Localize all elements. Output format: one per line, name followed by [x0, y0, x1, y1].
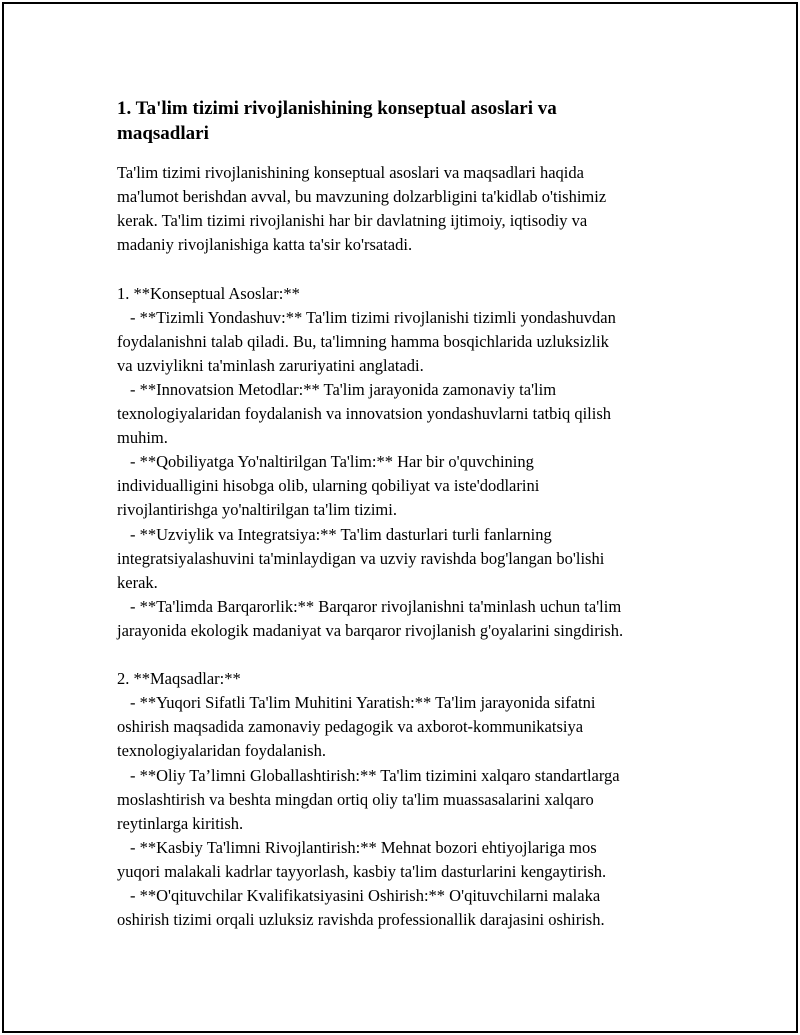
item-line: reytinlarga kiritish. [117, 813, 244, 833]
list-item [117, 450, 757, 522]
item-line: rivojlantirishga yo'naltirilgan ta'lim tizimi. [117, 500, 397, 520]
item-line: moslashtirish va beshta mingdan ortiq oliy ta'lim muassasalarini xalqaro [117, 789, 594, 809]
list-item [117, 764, 757, 836]
item-line: integratsiyalashuvini ta'minlaydigan va uzviy ravishda bog'langan bo'lishi [117, 548, 605, 568]
list-item [117, 691, 757, 763]
intro-line: Ta'lim tizimi rivojlanishining konseptual asoslari va maqsadlari haqida [117, 163, 584, 182]
section-heading: 2. **Maqsadlar:** [117, 669, 241, 689]
title-line: 1. Ta'lim tizimi rivojlanishining konseptual asoslari va [117, 98, 557, 119]
item-line: - **Innovatsion Metodlar:** Ta'lim jarayonida zamonaviy ta'lim [130, 379, 557, 399]
item-line: individualligini hisobga olib, ularning qobiliyat va iste'dodlarini [117, 476, 540, 496]
item-line: - **Oliy Ta’limni Globallashtirish:** Ta'lim tizimini xalqaro standartlarga [130, 765, 620, 785]
item-line: - **Qobiliyatga Yo'naltirilgan Ta'lim:** Har bir o'quvchining [130, 452, 534, 472]
list-item [117, 378, 757, 450]
item-line: kerak. [117, 572, 158, 592]
document-page [117, 96, 757, 932]
item-line: - **O'qituvchilar Kvalifikatsiyasini Oshirish:** O'qituvchilarni malaka [130, 886, 601, 905]
list-item [117, 836, 757, 884]
list-item [117, 884, 757, 932]
list-item [117, 306, 757, 378]
list-item [117, 595, 757, 643]
section-heading: 1. **Konseptual Asoslar:** [117, 283, 300, 303]
section-1 [117, 282, 757, 643]
item-line: oshirish tizimi orqali uzluksiz ravishda professionallik darajasini oshirish. [117, 910, 605, 930]
item-line: - **Yuqori Sifatli Ta'lim Muhitini Yaratish:** Ta'lim jarayonida sifatni [130, 693, 596, 713]
document-sections [117, 282, 757, 933]
intro-line: ma'lumot berishdan avval, bu mavzuning dolzarbligini ta'kidlab o'tishimiz [117, 187, 607, 207]
item-line: - **Uzviylik va Integratsiya:** Ta'lim dasturlari turli fanlarning [130, 524, 552, 544]
doc-title [117, 96, 757, 146]
item-line: muhim. [117, 428, 168, 448]
item-line: - **Kasbiy Ta'limni Rivojlantirish:** Mehnat bozori ehtiyojlariga mos [130, 837, 597, 857]
item-line: foydalanishni talab qiladi. Bu, ta'limning hamma bosqichlarida uzluksizlik [117, 331, 609, 351]
list-item [117, 523, 757, 595]
item-line: - **Ta'limda Barqarorlik:** Barqaror rivojlanishni ta'minlash uchun ta'lim [130, 596, 622, 616]
item-line: jarayonida ekologik madaniyat va barqaror rivojlanish g'oyalarini singdirish. [117, 620, 624, 640]
item-line: - **Tizimli Yondashuv:** Ta'lim tizimi rivojlanishi tizimli yondashuvdan [130, 307, 616, 327]
item-line: oshirish maqsadida zamonaviy pedagogik va axborot-kommunikatsiya [117, 717, 584, 737]
title-line: maqsadlari [117, 123, 209, 144]
item-line: yuqori malakali kadrlar tayyorlash, kasbiy ta'lim dasturlarini kengaytirish. [117, 861, 607, 881]
intro-paragraph [117, 161, 757, 257]
intro-line: madaniy rivojlanishiga katta ta'sir ko'rsatadi. [117, 235, 413, 255]
item-line: texnologiyalaridan foydalanish va innovatsion yondashuvlarni tatbiq qilish [117, 404, 611, 424]
intro-line: kerak. Ta'lim tizimi rivojlanishi har bir davlatning ijtimoiy, iqtisodiy va [117, 211, 588, 231]
item-line: va uzviylikni ta'minlash zaruriyatini anglatadi. [117, 355, 424, 375]
section-2 [117, 667, 757, 932]
item-line: texnologiyalaridan foydalanish. [117, 741, 326, 761]
